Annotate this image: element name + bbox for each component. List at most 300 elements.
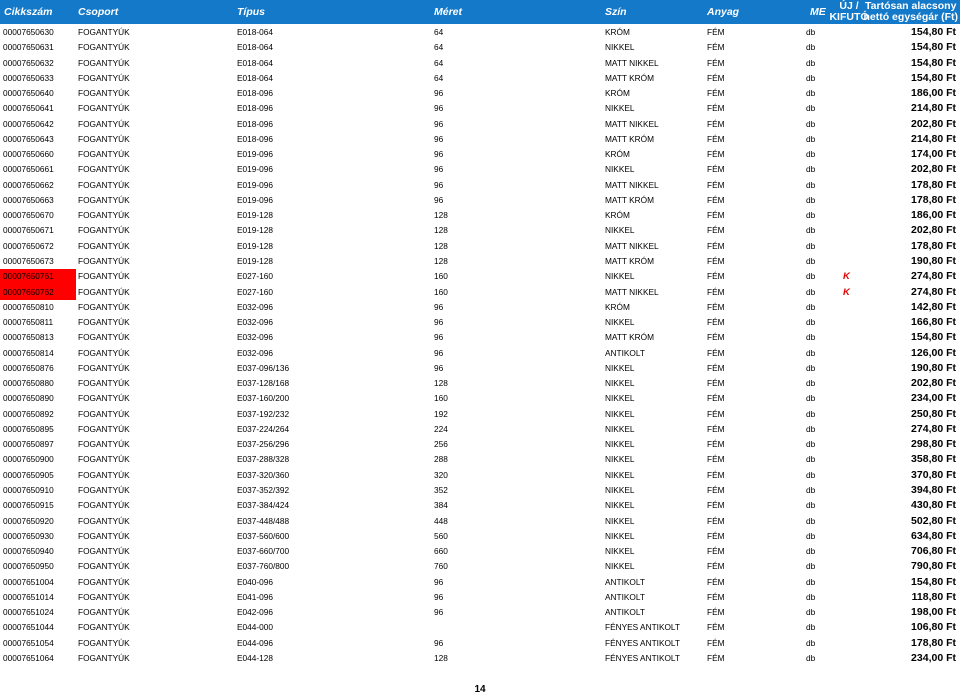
product-price: 166,80 Ft — [911, 316, 956, 329]
product-material: FÉM — [707, 332, 725, 343]
product-code: 00007650900 — [3, 454, 54, 465]
product-type: E032-096 — [237, 317, 273, 328]
product-code: 00007650895 — [3, 423, 54, 434]
product-price: 202,80 Ft — [911, 117, 956, 130]
table-row — [0, 590, 960, 605]
table-row — [0, 529, 960, 544]
product-price: 118,80 Ft — [911, 590, 956, 603]
product-size: 96 — [434, 332, 444, 343]
product-group: FOGANTYÚK — [78, 347, 130, 358]
product-color: NIKKEL — [605, 164, 635, 175]
product-type: E037-320/360 — [237, 469, 290, 480]
product-material: FÉM — [707, 530, 725, 541]
table-row — [0, 636, 960, 651]
product-group: FOGANTYÚK — [78, 454, 130, 465]
product-type: E044-000 — [237, 622, 273, 633]
product-material: FÉM — [707, 408, 725, 419]
table-row — [0, 178, 960, 193]
product-group: FOGANTYÚK — [78, 255, 130, 266]
product-unit: db — [806, 27, 816, 37]
product-price: 178,80 Ft — [911, 239, 956, 252]
product-type: E037-288/328 — [237, 454, 290, 465]
product-unit: db — [806, 408, 816, 419]
product-group: FOGANTYÚK — [78, 164, 130, 175]
product-unit: db — [806, 57, 816, 68]
product-color: KRÓM — [605, 149, 630, 160]
product-code: 00007650814 — [3, 347, 54, 358]
product-unit: db — [806, 255, 816, 266]
product-material: FÉM — [707, 561, 725, 572]
product-code: 00007650661 — [3, 164, 54, 175]
product-material: FÉM — [707, 637, 725, 648]
product-code: 00007650890 — [3, 393, 54, 404]
product-code: 00007650630 — [3, 27, 54, 37]
product-price: 358,80 Ft — [911, 453, 956, 466]
product-material: FÉM — [707, 133, 725, 144]
product-group: FOGANTYÚK — [78, 210, 130, 221]
product-unit: db — [806, 500, 816, 511]
product-type: E018-096 — [237, 103, 273, 114]
product-price: 178,80 Ft — [911, 193, 956, 206]
product-color: MATT KRÓM — [605, 255, 655, 266]
product-code: 00007650905 — [3, 469, 54, 480]
product-unit: db — [806, 317, 816, 328]
header-material: Anyag — [707, 6, 740, 18]
product-unit: db — [806, 546, 816, 557]
product-type: E037-224/264 — [237, 423, 290, 434]
table-row — [0, 71, 960, 86]
product-price: 634,80 Ft — [911, 529, 956, 542]
product-group: FOGANTYÚK — [78, 271, 130, 282]
product-color: NIKKEL — [605, 423, 635, 434]
product-unit: db — [806, 133, 816, 144]
product-size: 96 — [434, 194, 444, 205]
product-code: 00007650660 — [3, 149, 54, 160]
product-unit: db — [806, 515, 816, 526]
product-group: FOGANTYÚK — [78, 469, 130, 480]
product-unit: db — [806, 607, 816, 618]
product-type: E018-096 — [237, 88, 273, 99]
product-color: ANTIKOLT — [605, 347, 645, 358]
product-material: FÉM — [707, 576, 725, 587]
product-color: KRÓM — [605, 27, 630, 37]
product-type: E027-160 — [237, 271, 273, 282]
table-row — [0, 239, 960, 254]
product-size: 96 — [434, 118, 444, 129]
product-price: 274,80 Ft — [911, 422, 956, 435]
product-color: MATT NIKKEL — [605, 240, 659, 251]
product-material: FÉM — [707, 149, 725, 160]
product-code: 00007650671 — [3, 225, 54, 236]
product-type: E019-096 — [237, 194, 273, 205]
product-code: 00007650662 — [3, 179, 54, 190]
product-type: E037-448/488 — [237, 515, 290, 526]
product-unit: db — [806, 194, 816, 205]
product-price: 298,80 Ft — [911, 438, 956, 451]
product-size: 96 — [434, 362, 444, 373]
product-material: FÉM — [707, 286, 725, 297]
product-unit: db — [806, 393, 816, 404]
table-row — [0, 346, 960, 361]
table-row — [0, 361, 960, 376]
product-unit: db — [806, 332, 816, 343]
product-color: MATT KRÓM — [605, 194, 655, 205]
product-color: FÉNYES ANTIKOLT — [605, 637, 680, 648]
product-material: FÉM — [707, 469, 725, 480]
product-material: FÉM — [707, 194, 725, 205]
header-price-line1: Tartósan alacsony — [865, 0, 957, 12]
product-code: 00007650663 — [3, 194, 54, 205]
product-group: FOGANTYÚK — [78, 133, 130, 144]
product-price: 126,00 Ft — [911, 346, 956, 359]
new-discontinued-flag: K — [843, 271, 850, 283]
product-color: NIKKEL — [605, 515, 635, 526]
product-type: E037-760/800 — [237, 561, 290, 572]
product-color: ANTIKOLT — [605, 607, 645, 618]
table-row — [0, 300, 960, 315]
product-code: 00007650632 — [3, 57, 54, 68]
product-type: E019-128 — [237, 210, 273, 221]
product-size: 352 — [434, 484, 448, 495]
product-unit: db — [806, 469, 816, 480]
product-code: 00007651054 — [3, 637, 54, 648]
product-unit: db — [806, 42, 816, 53]
product-price: 706,80 Ft — [911, 545, 956, 558]
product-type: E037-192/232 — [237, 408, 290, 419]
product-group: FOGANTYÚK — [78, 546, 130, 557]
product-material: FÉM — [707, 301, 725, 312]
product-unit: db — [806, 210, 816, 221]
product-price: 202,80 Ft — [911, 224, 956, 237]
product-group: FOGANTYÚK — [78, 515, 130, 526]
product-type: E037-560/600 — [237, 530, 290, 541]
product-size: 224 — [434, 423, 448, 434]
product-type: E018-096 — [237, 133, 273, 144]
product-price: 154,80 Ft — [911, 71, 956, 84]
product-color: KRÓM — [605, 210, 630, 221]
product-size: 96 — [434, 164, 444, 175]
product-type: E032-096 — [237, 332, 273, 343]
product-material: FÉM — [707, 454, 725, 465]
product-color: NIKKEL — [605, 561, 635, 572]
product-color: MATT KRÓM — [605, 72, 655, 83]
product-code: 00007650940 — [3, 546, 54, 557]
table-row — [0, 101, 960, 116]
product-price: 154,80 Ft — [911, 56, 956, 69]
product-group: FOGANTYÚK — [78, 240, 130, 251]
product-type: E037-384/424 — [237, 500, 290, 511]
product-size: 760 — [434, 561, 448, 572]
table-row — [0, 132, 960, 147]
product-code: 00007650670 — [3, 210, 54, 221]
table-row — [0, 315, 960, 330]
product-type: E018-064 — [237, 72, 273, 83]
product-material: FÉM — [707, 88, 725, 99]
product-color: ANTIKOLT — [605, 576, 645, 587]
product-unit: db — [806, 637, 816, 648]
product-material: FÉM — [707, 103, 725, 114]
product-unit: db — [806, 286, 816, 297]
product-type: E018-064 — [237, 57, 273, 68]
product-size: 96 — [434, 88, 444, 99]
product-unit: db — [806, 378, 816, 389]
product-type: E044-128 — [237, 652, 273, 663]
table-row — [0, 208, 960, 223]
page-number: 14 — [474, 684, 486, 695]
product-type: E032-096 — [237, 301, 273, 312]
table-row — [0, 40, 960, 55]
product-group: FOGANTYÚK — [78, 484, 130, 495]
product-group: FOGANTYÚK — [78, 103, 130, 114]
product-group: FOGANTYÚK — [78, 439, 130, 450]
product-size: 660 — [434, 546, 448, 557]
product-material: FÉM — [707, 439, 725, 450]
product-group: FOGANTYÚK — [78, 225, 130, 236]
product-price: 174,00 Ft — [911, 148, 956, 161]
table-row — [0, 117, 960, 132]
product-code: 00007651024 — [3, 607, 54, 618]
product-price: 154,80 Ft — [911, 26, 956, 38]
product-unit: db — [806, 149, 816, 160]
product-code: 00007650897 — [3, 439, 54, 450]
product-price: 202,80 Ft — [911, 377, 956, 390]
product-size: 560 — [434, 530, 448, 541]
product-size: 128 — [434, 210, 448, 221]
product-group: FOGANTYÚK — [78, 607, 130, 618]
product-size: 96 — [434, 103, 444, 114]
product-code: 00007651014 — [3, 591, 54, 602]
table-row — [0, 559, 960, 574]
product-color: ANTIKOLT — [605, 591, 645, 602]
header-group: Csoport — [78, 6, 119, 18]
product-size: 160 — [434, 393, 448, 404]
product-color: MATT KRÓM — [605, 133, 655, 144]
product-code: 00007650892 — [3, 408, 54, 419]
table-row — [0, 575, 960, 590]
product-price: 394,80 Ft — [911, 483, 956, 496]
product-price: 190,80 Ft — [911, 361, 956, 374]
product-color: KRÓM — [605, 301, 630, 312]
product-size: 64 — [434, 27, 444, 37]
product-price: 190,80 Ft — [911, 254, 956, 267]
product-unit: db — [806, 484, 816, 495]
product-price: 186,00 Ft — [911, 209, 956, 222]
product-code: 00007650915 — [3, 500, 54, 511]
product-unit: db — [806, 88, 816, 99]
product-color: NIKKEL — [605, 42, 635, 53]
product-type: E037-128/168 — [237, 378, 290, 389]
product-unit: db — [806, 652, 816, 663]
table-row — [0, 86, 960, 101]
product-type: E037-256/296 — [237, 439, 290, 450]
product-type: E019-096 — [237, 149, 273, 160]
product-color: NIKKEL — [605, 530, 635, 541]
product-price: 178,80 Ft — [911, 636, 956, 649]
product-group: FOGANTYÚK — [78, 652, 130, 663]
product-unit: db — [806, 72, 816, 83]
product-type: E037-660/700 — [237, 546, 290, 557]
product-size: 96 — [434, 179, 444, 190]
product-unit: db — [806, 164, 816, 175]
product-material: FÉM — [707, 652, 725, 663]
product-group: FOGANTYÚK — [78, 317, 130, 328]
product-price: 214,80 Ft — [911, 132, 956, 145]
product-code: 00007650641 — [3, 103, 54, 114]
product-material: FÉM — [707, 271, 725, 282]
table-row — [0, 422, 960, 437]
product-unit: db — [806, 240, 816, 251]
product-color: NIKKEL — [605, 484, 635, 495]
product-color: MATT KRÓM — [605, 332, 655, 343]
product-unit: db — [806, 301, 816, 312]
product-group: FOGANTYÚK — [78, 179, 130, 190]
product-price: 198,00 Ft — [911, 606, 956, 619]
table-row — [0, 147, 960, 162]
product-group: FOGANTYÚK — [78, 72, 130, 83]
product-price: 234,00 Ft — [911, 651, 956, 664]
product-group: FOGANTYÚK — [78, 301, 130, 312]
product-size: 96 — [434, 347, 444, 358]
product-size: 128 — [434, 378, 448, 389]
product-type: E032-096 — [237, 347, 273, 358]
product-price: 790,80 Ft — [911, 560, 956, 573]
product-code: 00007650930 — [3, 530, 54, 541]
table-row — [0, 269, 960, 284]
product-size: 288 — [434, 454, 448, 465]
product-size: 96 — [434, 149, 444, 160]
product-material: FÉM — [707, 72, 725, 83]
product-color: NIKKEL — [605, 454, 635, 465]
table-row — [0, 162, 960, 177]
product-code: 00007650633 — [3, 72, 54, 83]
product-code: 00007650640 — [3, 88, 54, 99]
header-type: Típus — [237, 6, 265, 18]
product-group: FOGANTYÚK — [78, 423, 130, 434]
product-type: E041-096 — [237, 591, 273, 602]
product-color: MATT NIKKEL — [605, 118, 659, 129]
product-color: FÉNYES ANTIKOLT — [605, 652, 680, 663]
product-code: 00007650673 — [3, 255, 54, 266]
product-code: 00007650813 — [3, 332, 54, 343]
product-price: 202,80 Ft — [911, 163, 956, 176]
product-color: MATT NIKKEL — [605, 57, 659, 68]
product-group: FOGANTYÚK — [78, 378, 130, 389]
product-group: FOGANTYÚK — [78, 362, 130, 373]
product-size: 320 — [434, 469, 448, 480]
table-row — [0, 407, 960, 422]
product-price: 370,80 Ft — [911, 468, 956, 481]
product-code: 00007651044 — [3, 622, 54, 633]
product-material: FÉM — [707, 500, 725, 511]
product-type: E037-096/136 — [237, 362, 290, 373]
product-material: FÉM — [707, 210, 725, 221]
header-unit: ME — [810, 6, 826, 18]
product-material: FÉM — [707, 378, 725, 389]
product-group: FOGANTYÚK — [78, 591, 130, 602]
product-group: FOGANTYÚK — [78, 286, 130, 297]
product-material: FÉM — [707, 179, 725, 190]
product-code: 00007650642 — [3, 118, 54, 129]
product-unit: db — [806, 118, 816, 129]
product-group: FOGANTYÚK — [78, 561, 130, 572]
table-row — [0, 452, 960, 467]
product-type: E018-064 — [237, 27, 273, 37]
product-code: 00007650762 — [0, 285, 76, 300]
product-material: FÉM — [707, 362, 725, 373]
product-type: E027-160 — [237, 286, 273, 297]
product-code: 00007650876 — [3, 362, 54, 373]
table-row — [0, 514, 960, 529]
product-price: 234,00 Ft — [911, 392, 956, 405]
product-code: 00007650880 — [3, 378, 54, 389]
product-color: NIKKEL — [605, 439, 635, 450]
product-size: 384 — [434, 500, 448, 511]
product-code: 00007651064 — [3, 652, 54, 663]
product-group: FOGANTYÚK — [78, 500, 130, 511]
product-color: NIKKEL — [605, 362, 635, 373]
new-discontinued-flag: K — [843, 286, 850, 298]
product-code: 00007651004 — [3, 576, 54, 587]
product-group: FOGANTYÚK — [78, 194, 130, 205]
table-row — [0, 25, 960, 40]
product-size: 96 — [434, 607, 444, 618]
product-price: 154,80 Ft — [911, 41, 956, 54]
product-group: FOGANTYÚK — [78, 637, 130, 648]
product-material: FÉM — [707, 393, 725, 404]
product-unit: db — [806, 347, 816, 358]
product-price: 274,80 Ft — [911, 285, 956, 298]
product-price: 142,80 Ft — [911, 300, 956, 313]
product-color: NIKKEL — [605, 225, 635, 236]
table-row — [0, 330, 960, 345]
product-material: FÉM — [707, 42, 725, 53]
table-row — [0, 376, 960, 391]
product-material: FÉM — [707, 27, 725, 37]
product-material: FÉM — [707, 591, 725, 602]
product-code: 00007650631 — [3, 42, 54, 53]
product-material: FÉM — [707, 225, 725, 236]
table-row — [0, 56, 960, 71]
product-price: 106,80 Ft — [911, 621, 956, 634]
product-color: NIKKEL — [605, 546, 635, 557]
product-material: FÉM — [707, 255, 725, 266]
product-unit: db — [806, 591, 816, 602]
product-type: E019-096 — [237, 179, 273, 190]
product-unit: db — [806, 576, 816, 587]
product-unit: db — [806, 271, 816, 282]
product-material: FÉM — [707, 546, 725, 557]
header-price-line2: nettó egységár (Ft) — [863, 11, 958, 23]
table-row — [0, 285, 960, 300]
header-price — [863, 0, 958, 24]
product-code: 00007650920 — [3, 515, 54, 526]
table-row — [0, 605, 960, 620]
product-type: E019-096 — [237, 164, 273, 175]
product-code: 00007650950 — [3, 561, 54, 572]
product-unit: db — [806, 622, 816, 633]
product-color: NIKKEL — [605, 408, 635, 419]
product-size: 128 — [434, 255, 448, 266]
product-size: 96 — [434, 637, 444, 648]
table-row — [0, 437, 960, 452]
product-size: 96 — [434, 317, 444, 328]
product-color: MATT NIKKEL — [605, 179, 659, 190]
product-unit: db — [806, 423, 816, 434]
product-material: FÉM — [707, 118, 725, 129]
product-price: 502,80 Ft — [911, 514, 956, 527]
table-row — [0, 468, 960, 483]
product-material: FÉM — [707, 57, 725, 68]
